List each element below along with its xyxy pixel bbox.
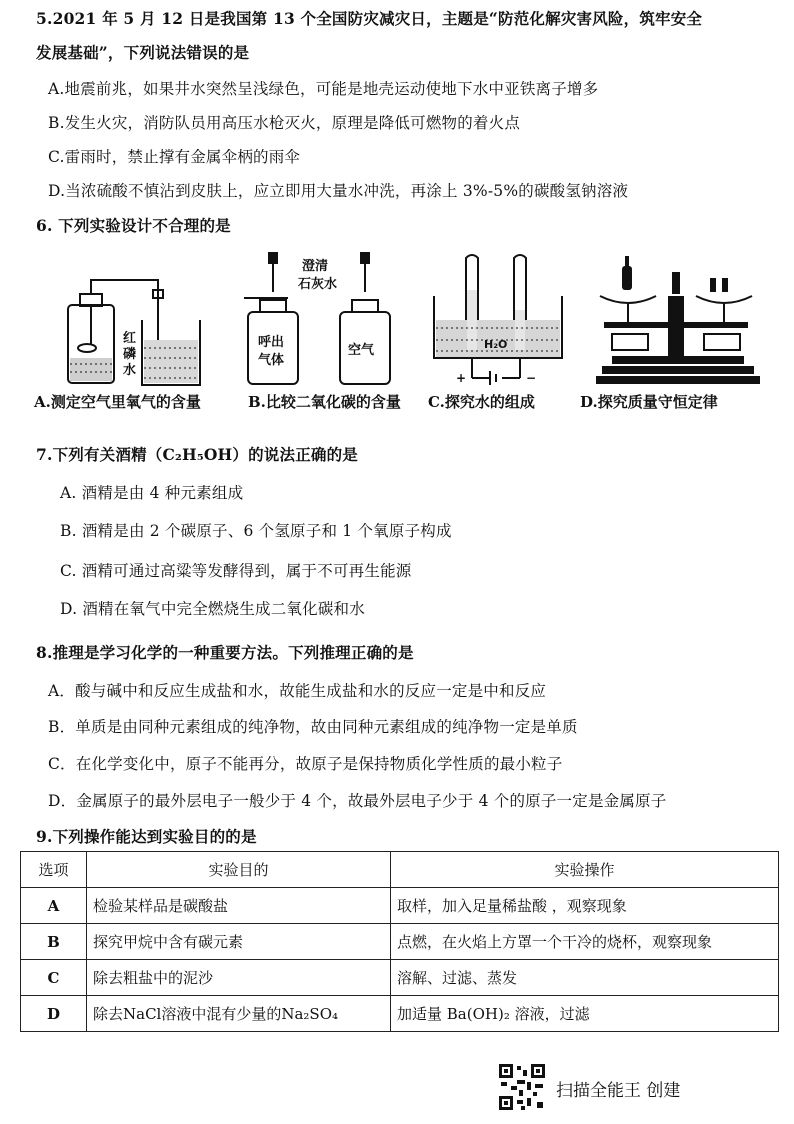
- exhaled-gas-label-2: 气体: [258, 353, 285, 368]
- cell-purpose: 除去粗盐中的泥沙: [87, 960, 391, 996]
- scanner-watermark-text: 扫描全能王 创建: [556, 1081, 681, 1101]
- cell-operation: 取样，加入足量稀盐酸 ，观察现象: [391, 888, 779, 924]
- q7-option-b: B. 酒精是由 2 个碳原子、6 个氢原子和 1 个氧原子构成: [60, 522, 452, 540]
- cell-purpose: 探究甲烷中含有碳元素: [87, 924, 391, 960]
- red-phosphorus-label-1: 红: [123, 331, 137, 346]
- red-phosphorus-label-2: 磷: [123, 347, 137, 362]
- cell-operation: 加适量 Ba(OH)₂ 溶液，过滤: [391, 996, 779, 1032]
- q5-option-a: A.地震前兆，如果井水突然呈浅绿色，可能是地壳运动使地下水中亚铁离子增多: [48, 80, 599, 98]
- q9-stem: 9.下列操作能达到实验目的的是: [36, 827, 257, 846]
- header-operation: 实验操作: [391, 852, 779, 888]
- q5-option-d: D.当浓硫酸不慎沾到皮肤上，应立即用大量水冲洗，再涂上 3%-5%的碳酸氢钠溶液: [48, 182, 629, 200]
- cell-operation: 溶解、过滤、蒸发: [391, 960, 779, 996]
- figure-b-drawing: [240, 250, 420, 390]
- q5-option-b: B.发生火灾，消防队员用高压水枪灭火，原理是降低可燃物的着火点: [48, 114, 521, 132]
- qr-code-icon: [497, 1062, 547, 1112]
- cell-purpose: 除去NaCl溶液中混有少量的Na₂SO₄: [87, 996, 391, 1032]
- figure-c-drawing: [428, 250, 568, 390]
- table-row: [21, 960, 779, 996]
- cell-option: C: [21, 960, 87, 996]
- cell-option: B: [21, 924, 87, 960]
- q7-option-d: D. 酒精在氧气中完全燃烧生成二氧化碳和水: [60, 600, 365, 618]
- exhaled-gas-label-1: 呼出: [258, 335, 285, 350]
- figure-b-caption: B.比较二氧化碳的含量: [248, 393, 401, 411]
- q5-option-c: C.雷雨时，禁止撑有金属伞柄的雨伞: [48, 148, 301, 166]
- header-purpose: 实验目的: [87, 852, 391, 888]
- h2o-label: H₂O: [484, 338, 508, 351]
- table-row: [21, 888, 779, 924]
- figure-a-oxygen-apparatus: [34, 250, 220, 412]
- positive-terminal-label: +: [456, 371, 467, 385]
- cell-option: A: [21, 888, 87, 924]
- figure-c-electrolysis: [428, 250, 568, 412]
- figure-c-caption: C.探究水的组成: [428, 393, 535, 411]
- limewater-label-2: 石灰水: [298, 277, 338, 292]
- cell-purpose: 检验某样品是碳酸盐: [87, 888, 391, 924]
- q8-option-d: D．金属原子的最外层电子一般少于 4 个，故最外层电子少于 4 个的原子一定是金属原子: [48, 792, 667, 810]
- figure-d-drawing: [592, 250, 760, 390]
- q8-option-a: A．酸与碱中和反应生成盐和水，故能生成盐和水的反应一定是中和反应: [48, 682, 547, 700]
- q8-stem: 8.推理是学习化学的一种重要方法。下列推理正确的是: [36, 643, 414, 662]
- table-header-row: [21, 852, 779, 888]
- q8-option-b: B．单质是由同种元素组成的纯净物，故由同种元素组成的纯净物一定是单质: [48, 718, 578, 736]
- air-label: 空气: [348, 343, 375, 358]
- q5-stem-line1: 5.2021 年 5 月 12 日是我国第 13 个全国防灾减灾日，主题是“防范化解灾害风险，筑牢安全: [36, 9, 703, 28]
- negative-terminal-label: −: [526, 371, 537, 385]
- cell-option: D: [21, 996, 87, 1032]
- q7-stem: 7.下列有关酒精（C₂H₅OH）的说法正确的是: [36, 445, 358, 464]
- q6-stem: 6. 下列实验设计不合理的是: [36, 216, 231, 235]
- figure-d-caption: D.探究质量守恒定律: [580, 393, 718, 411]
- q9-options-table: [20, 851, 779, 1032]
- q6-figures: [34, 250, 760, 412]
- q5-stem-line2: 发展基础”，下列说法错误的是: [36, 43, 250, 62]
- q7-option-c: C. 酒精可通过高粱等发酵得到，属于不可再生能源: [60, 562, 412, 580]
- figure-a-drawing: [40, 250, 220, 390]
- water-label: 水: [123, 363, 137, 378]
- table-row: [21, 996, 779, 1032]
- cell-operation: 点燃，在火焰上方罩一个干冷的烧杯，观察现象: [391, 924, 779, 960]
- table-row: [21, 924, 779, 960]
- figure-d-balance: [580, 250, 760, 412]
- header-option: 选项: [21, 852, 87, 888]
- q7-option-a: A. 酒精是由 4 种元素组成: [60, 484, 244, 502]
- limewater-label-1: 澄清: [302, 259, 329, 274]
- figure-a-caption: A.测定空气里氧气的含量: [34, 393, 201, 411]
- figure-b-co2-comparison: [240, 250, 420, 412]
- q8-option-c: C．在化学变化中，原子不能再分，故原子是保持物质化学性质的最小粒子: [48, 755, 563, 773]
